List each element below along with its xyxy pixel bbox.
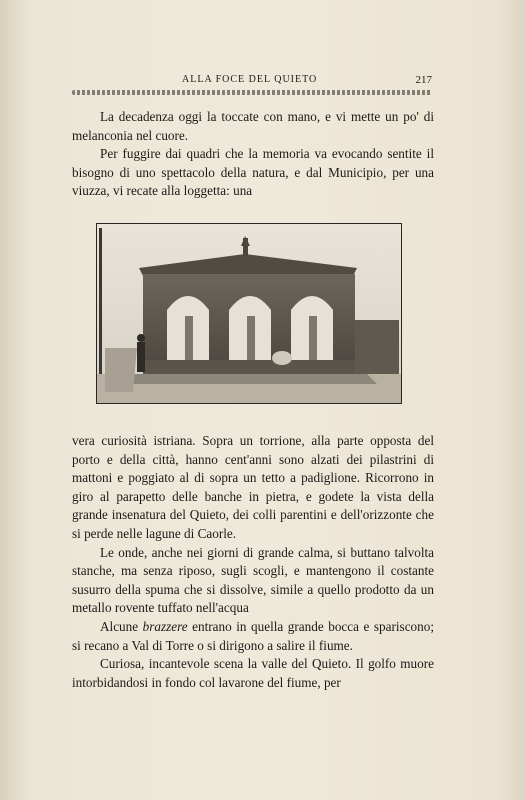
paragraph: Le onde, anche nei giorni di grande calma, si buttano talvolta stanche, ma senza riposo, sugli scogli, e mantengono il costante susurro della spuma che si dissolve, simile a quello prodotto da un metallo rovente tuffato nell'acqua: [72, 544, 434, 616]
text-block-top: [72, 108, 434, 201]
paragraph-text: Alcune: [100, 618, 143, 634]
paragraph: vera curiosità istriana. Sopra un torrione, alla parte opposta del porto e della città, hanno cent'anni sono alzati dei pilastrini di mattoni e poggiato al di sopra un tetto a padiglione. Ricorrono in giro al parapetto delle banche in pietra, e godete la vista della grande insenatura del Quieto, dei colli parentini e dell'orizzonte che si perde nelle lagune di Caorle.: [72, 433, 434, 541]
paragraph-text: entrano in quella grande bocca e spariscono; si recano a Val di Torre o si dirigono a salire il fiume.: [72, 618, 434, 653]
paragraph: Curiosa, incantevole scena la valle del Quieto. Il golfo muore intorbidandosi in fondo col lavarone del fiume, per: [72, 656, 434, 690]
italic-term: brazzere: [142, 618, 188, 634]
text-block-bottom: [72, 432, 434, 692]
page-number: 217: [415, 74, 432, 86]
paragraph: Per fuggire dai quadri che la memoria va evocando sentite il bisogno di uno spettacolo della natura, e dal Municipio, per una viuzza, vi recate alla loggetta: una: [72, 146, 434, 199]
decorative-rule: [72, 90, 432, 95]
loggia-photograph: [96, 223, 402, 404]
running-head: ALLA FOCE DEL QUIETO: [182, 74, 318, 85]
paragraph: [72, 618, 434, 655]
paragraph: La decadenza oggi la toccate con mano, e vi mette un po' di melanconia nel cuore.: [72, 109, 434, 143]
